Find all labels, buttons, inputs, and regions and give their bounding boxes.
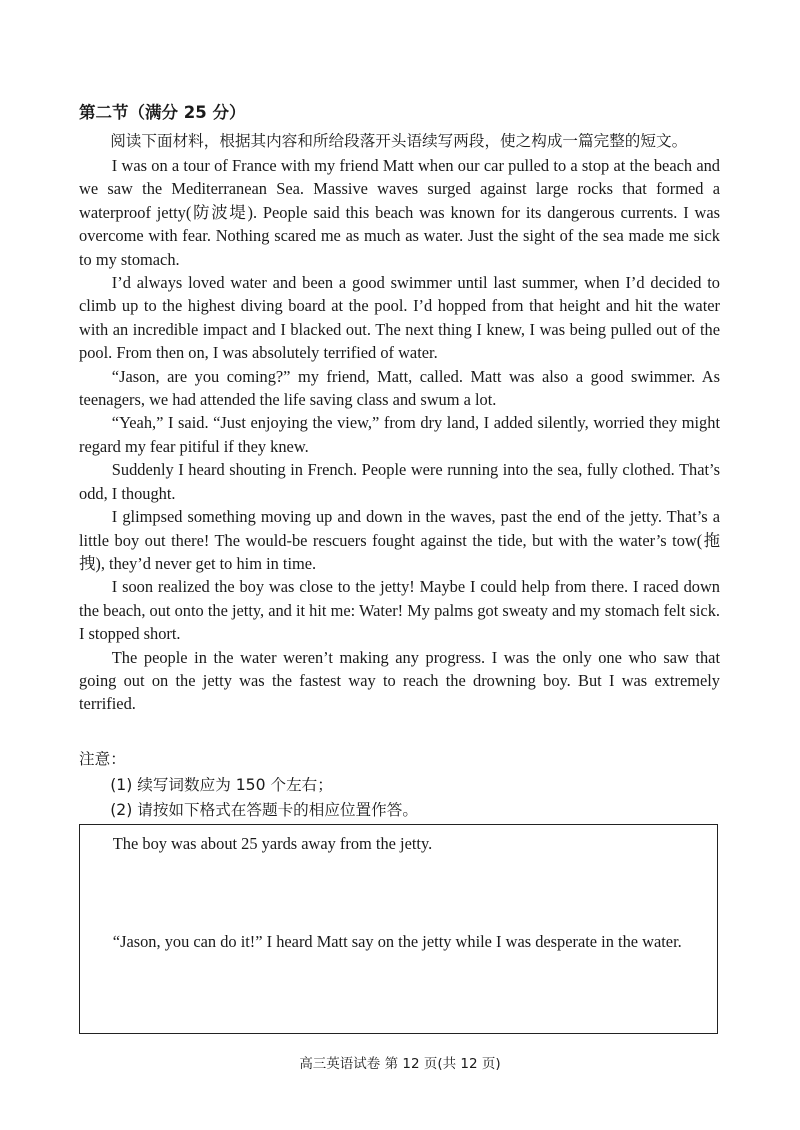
paragraph-3: “Jason, are you coming?” my friend, Matt, called. Matt was also a good swimmer. As teenagers, we had attended the life saving class and swum a lot. [79,366,720,410]
paragraph-1: I was on a tour of France with my friend Matt when our car pulled to a stop at the beach and we saw the Mediterranean Sea. Massive waves surged against large rocks that formed a waterproof jetty(防波堤). People said this beach was known for its dangerous currents. I was overcome with fear. Nothing scared me as much as water. Just the sight of the sea made me sick to my stomach. [79,156,720,269]
paragraph-8: The people in the water weren’t making any progress. I was the only one who saw that going out on the jetty was the fastest way to reach the drowning boy. But I was extremely terrified. [79,647,720,714]
notes-title: 注意： [79,750,126,768]
paragraph-7: I soon realized the boy was close to the jetty! Maybe I could help from there. I raced down the beach, out onto the jetty, and it hit me: Water! My palms got sweaty and my stomach felt sick. I stopped short. [79,577,720,644]
section-title: 第二节（满分 25 分） [79,103,246,122]
paragraph-2: I’d always loved water and been a good swimmer until last summer, when I’d decided to climb up to the highest diving board at the pool. I’d hopped from that height and hit the water with an incredible impact and I blacked out. The next thing I knew, I was being pulled out of the pool. From then on, I was absolutely terrified of water. [79,273,720,363]
instruction-text: 阅读下面材料，根据其内容和所给段落开头语续写两段，使之构成一篇完整的短文。 [110,132,688,150]
note-item-2: (2) 请按如下格式在答题卡的相应位置作答。 [110,801,418,819]
paragraph-4: “Yeah,” I said. “Just enjoying the view,” from dry land, I added silently, worried they might regard my fear pitiful if they knew. [79,413,720,456]
answer-format-box [79,824,718,1034]
note-item-1: (1) 续写词数应为 150 个左右； [110,775,333,794]
reading-passage [79,129,720,716]
paragraph-6: I glimpsed something moving up and down in the waves, past the end of the jetty. That’s a little boy out there! The would-be rescuers fought against the tide, but with the water’s tow(拖拽), they’d never get to him in time. [79,507,720,573]
paragraph-opening-1: The boy was about 25 yards away from the jetty. [112,834,433,853]
notes-section [79,747,720,824]
paragraph-5: Suddenly I heard shouting in French. People were running into the sea, fully clothed. That’s odd, I thought. [79,460,720,503]
page-footer: 高三英语试卷 第 12 页(共 12 页) [299,1056,501,1072]
paragraph-opening-2: “Jason, you can do it!” I heard Matt say on the jetty while I was desperate in the water. [112,932,682,951]
